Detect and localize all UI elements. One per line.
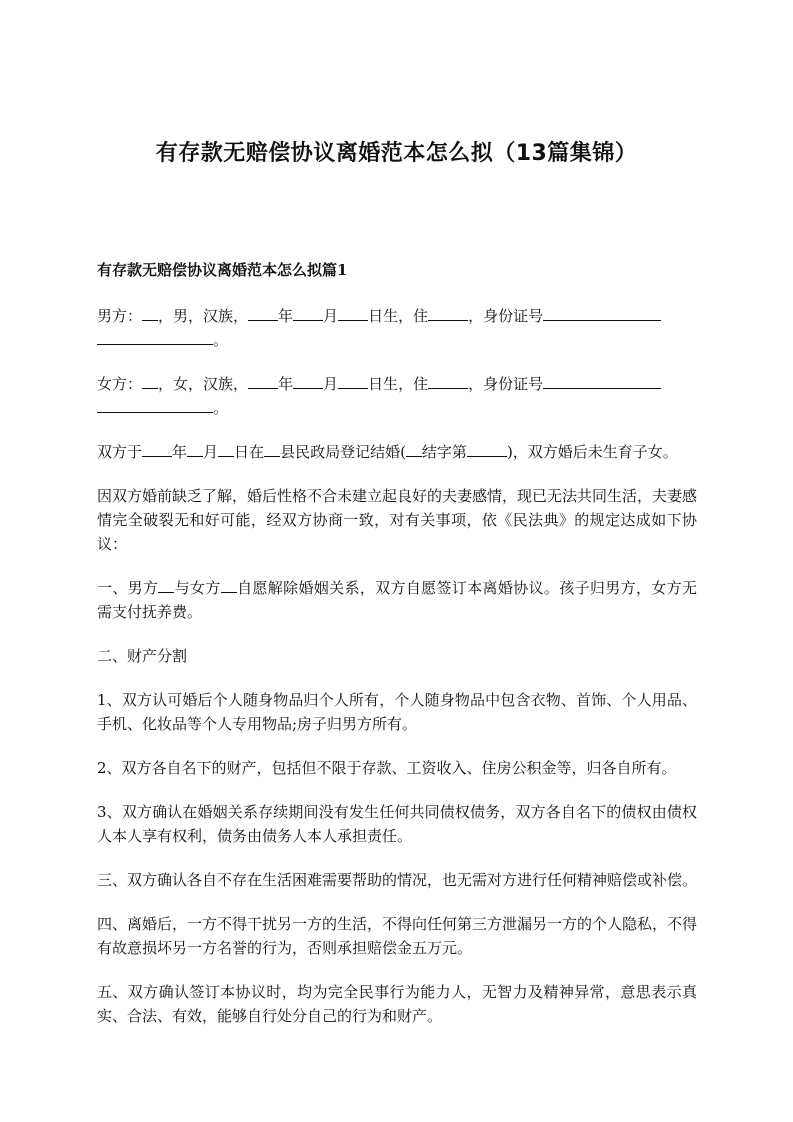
- female-text: ，女，汉族，: [158, 375, 249, 393]
- blank-line: [218, 441, 234, 457]
- marriage-text: 月: [203, 443, 219, 461]
- male-text: 。: [213, 331, 229, 349]
- blank-line: [187, 441, 203, 457]
- marriage-text: 结字第: [421, 443, 467, 461]
- blank-line: [338, 305, 368, 321]
- female-text: 日生，住: [368, 375, 429, 393]
- document-body: [97, 258, 697, 1048]
- blank-line: [142, 373, 158, 389]
- blank-line: [264, 441, 280, 457]
- female-text: ，身份证号: [468, 375, 544, 393]
- clause-1-text: 一、男方: [97, 579, 159, 597]
- male-text: ，身份证号: [468, 307, 544, 325]
- blank-line: [406, 441, 422, 457]
- marriage-text: 年: [172, 443, 188, 461]
- female-text: 月: [323, 375, 339, 393]
- male-text: ，男，汉族，: [158, 307, 249, 325]
- blank-line: [543, 305, 661, 321]
- male-text: 日生，住: [368, 307, 429, 325]
- clause-5-paragraph: 五、双方确认签订本协议时，均为完全民事行为能力人，无智力及精神异常，意思表示真实、合法、有效，能够自行处分自己的行为和财产。: [97, 983, 697, 1025]
- clause-1-paragraph: [97, 576, 697, 624]
- blank-line: [97, 329, 213, 345]
- blank-line: [221, 577, 237, 593]
- property-item-1: 1、双方认可婚后个人随身物品归个人所有，个人随身物品中包含衣物、首饰、个人用品、手机、化妆品等个人专用物品;房子归男方所有。: [97, 691, 697, 733]
- blank-line: [97, 397, 213, 413]
- male-text: 月: [323, 307, 339, 325]
- blank-line: [248, 373, 278, 389]
- document-title: 有存款无赔偿协议离婚范本怎么拟（13篇集锦）: [155, 141, 638, 166]
- blank-line: [293, 305, 323, 321]
- clause-2-heading: 二、财产分割: [97, 647, 188, 665]
- male-info-paragraph: [97, 304, 697, 352]
- female-text: 。: [213, 399, 229, 417]
- clause-1-text: 与女方: [174, 579, 221, 597]
- female-text: 年: [278, 375, 294, 393]
- clause-3-paragraph: 三、双方确认各自不存在生活困难需要帮助的情况，也无需对方进行任何精神赔偿或补偿。: [97, 871, 698, 889]
- clause-4-paragraph: 四、离婚后，一方不得干扰另一方的生活，不得向任何第三方泄漏另一方的个人隐私，不得有故意损坏另一方名誉的行为，否则承担赔偿金五万元。: [97, 915, 698, 957]
- blank-line: [543, 373, 661, 389]
- reason-paragraph: 因双方婚前缺乏了解，婚后性格不合未建立起良好的夫妻感情，现已无法共同生活，夫妻感情完全破裂无和好可能，经双方协商一致，对有关事项，依《民法典》的规定达成如下协议：: [97, 487, 698, 553]
- male-text: 年: [278, 307, 294, 325]
- marriage-text: 双方于: [97, 443, 143, 461]
- blank-line: [428, 373, 468, 389]
- marriage-paragraph: [97, 440, 697, 464]
- marriage-text: 日在: [234, 443, 265, 461]
- blank-line: [142, 441, 172, 457]
- property-item-3: 3、双方确认在婚姻关系存续期间没有发生任何共同债权债务，双方各自名下的债权由债权人本人享有权利，债务由债务人本人承担责任。: [97, 803, 697, 845]
- marriage-text: )，双方婚后未生育子女。: [506, 443, 678, 461]
- marriage-text: 县民政局登记结婚(: [280, 443, 406, 461]
- property-item-2: 2、双方各自名下的财产，包括但不限于存款、工资收入、住房公积金等，归各自所有。: [97, 759, 677, 777]
- male-prefix: 男方：: [97, 307, 143, 325]
- female-prefix: 女方：: [97, 375, 143, 393]
- blank-line: [467, 441, 507, 457]
- blank-line: [338, 373, 368, 389]
- blank-line: [142, 305, 158, 321]
- clause-1-text: 自愿解除婚姻关系，双方自愿签订本离婚协议。孩子归男方，女方无需支付抚养费。: [97, 579, 697, 621]
- blank-line: [158, 577, 174, 593]
- blank-line: [248, 305, 278, 321]
- female-info-paragraph: [97, 372, 697, 420]
- blank-line: [428, 305, 468, 321]
- section-title: 有存款无赔偿协议离婚范本怎么拟篇1: [97, 261, 348, 279]
- blank-line: [293, 373, 323, 389]
